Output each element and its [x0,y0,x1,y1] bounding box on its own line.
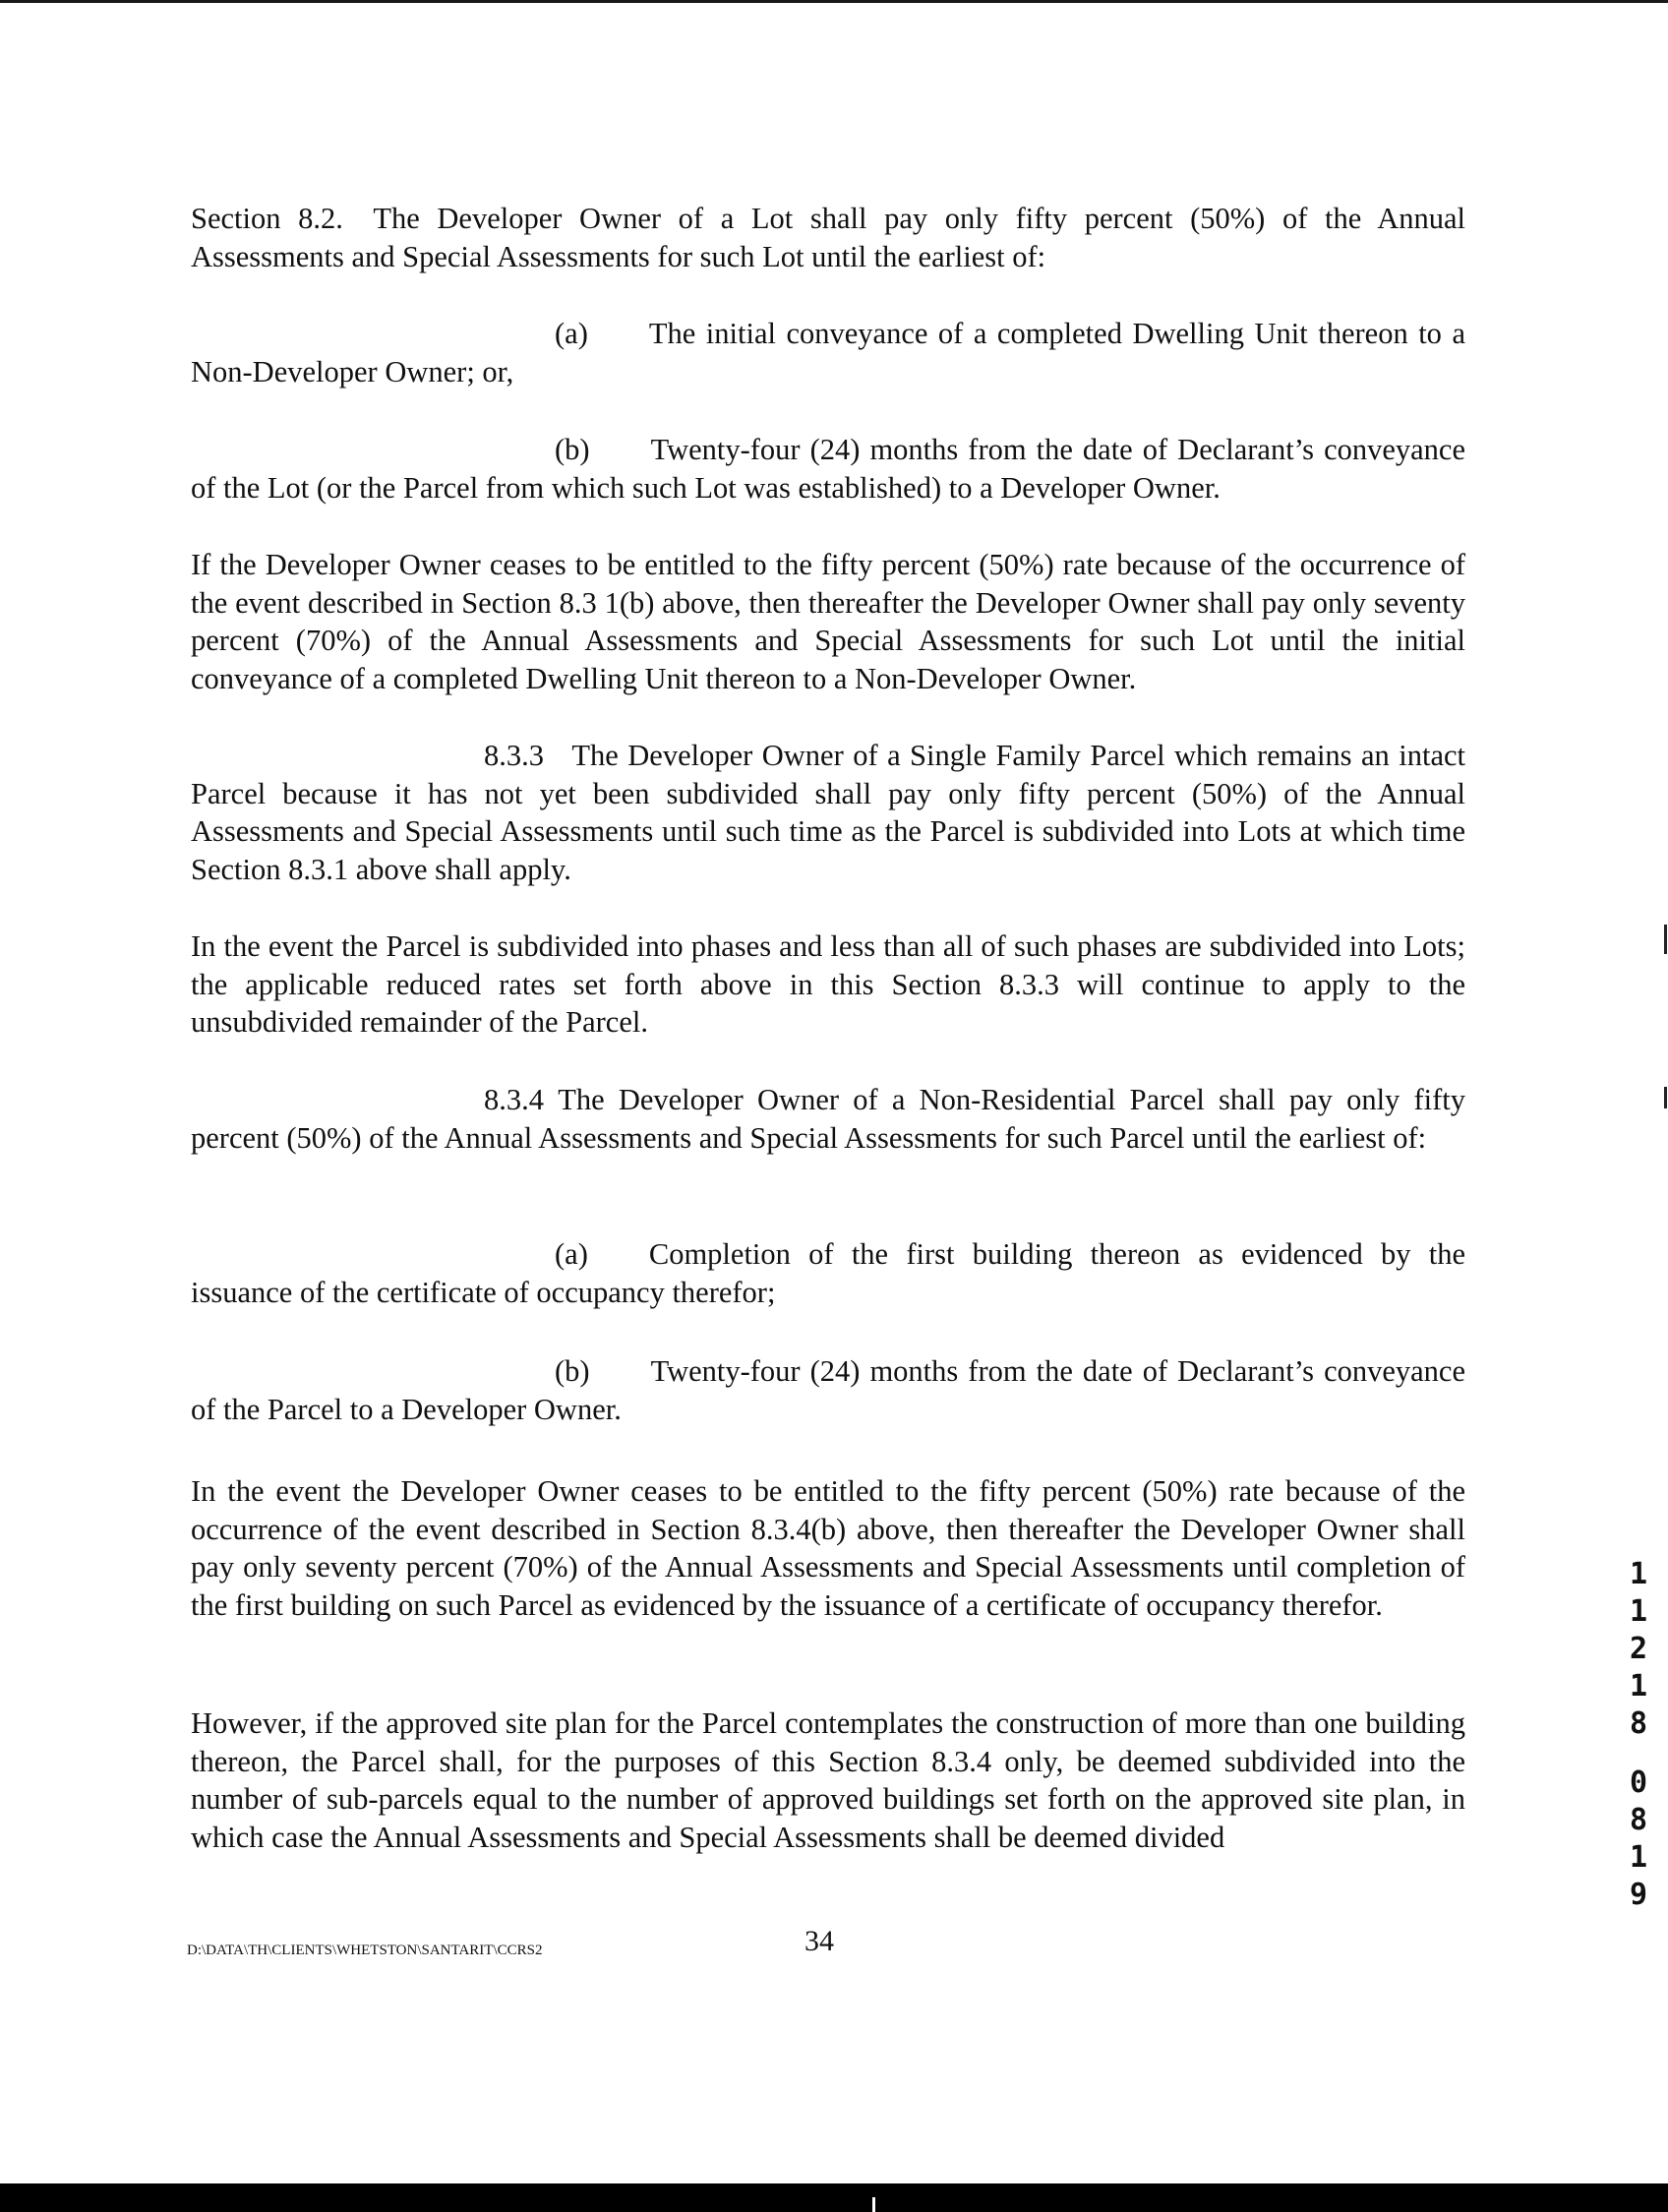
paragraph-site-plan: However, if the approved site plan for the Parcel contemplates the construction of more than one building thereon, the Parcel shall, for the purposes of this Section 8.3.4 only, be deemed subdivided into the number of sub-parcels equal to the number of approved buildings set forth on the approved site plan, in which case the Annual Assessments and Special Assessments shall be deemed divided [191,1706,1465,1854]
paragraph-section-8-2: Section 8.2. The Developer Owner of a Lot shall pay only fifty percent (50%) of the Annual Assessments and Special Assessments for such Lot until the earliest of: [191,202,1465,273]
scan-top-border [0,0,1668,3]
paragraph-rate-change-lot: If the Developer Owner ceases to be entitled to the fifty percent (50%) rate because of the occurrence of the event described in Section 8.3 1(b) above, then thereafter the Developer Owner shall pay only seventy percent (70%) of the Annual Assessments and Special Assessments for such Lot until the initial conveyance of a completed Dwelling Unit thereon to a Non-Developer Owner. [191,548,1465,695]
item-text-b-2: Twenty-four (24) months from the date of Declarant’s conveyance of the Parcel to a Developer Owner. [191,1354,1465,1426]
scan-bottom-tick [872,2197,875,2212]
stamp-digit: 2 [1629,1632,1648,1666]
item-label-b-2: (b) [555,1354,590,1388]
page-number: 34 [804,1925,834,1957]
paragraph-rate-change-parcel: In the event the Developer Owner ceases to be entitled to the fifty percent (50%) rate because of the occurrence of the event described in Section 8.3.4(b) above, then thereafter the Developer Owner shall pay only seventy percent (70%) of the Annual Assessments and Special Assessments until completion of the first building on such Parcel as evidenced by the issuance of a certificate of occupancy therefor. [191,1474,1465,1622]
scan-edge-mark [1664,925,1667,954]
paragraph-section-8-3-3 [191,737,1465,888]
section-text-8-3-4: The Developer Owner of a Non-Residential Parcel shall pay only fifty percent (50%) of the Annual Assessments and Special Assessments for such Parcel until the earliest of: [191,1083,1465,1155]
stamp-digit: 1 [1629,1840,1648,1875]
paragraph-item-b-1 [191,431,1465,507]
paragraph-item-b-2 [191,1352,1465,1428]
item-label-a-2: (a) [555,1237,588,1271]
section-number-8-3-3: 8.3.3 [484,739,544,772]
recording-stamp [1619,1556,1658,1914]
paragraph-phases: In the event the Parcel is subdivided into phases and less than all of such phases are subdivided into Lots; the applicable reduced rates set forth above in this Section 8.3.3 will continue to apply to the unsubdivided remainder of the Parcel. [191,929,1465,1039]
item-text-b-1: Twenty-four (24) months from the date of Declarant’s conveyance of the Lot (or the Parcel from which such Lot was established) to a Developer Owner. [191,433,1465,505]
item-text-a-2: Completion of the first building thereon as evidenced by the issuance of the certificate of occupancy therefor; [191,1237,1465,1309]
paragraph-item-a-2 [191,1235,1465,1311]
stamp-digit: 1 [1629,1594,1648,1629]
paragraph-section-8-3-4 [191,1081,1465,1157]
section-number-8-3-4: 8.3.4 [484,1083,544,1116]
stamp-digit: 8 [1629,1803,1648,1837]
stamp-digit: 1 [1629,1557,1648,1591]
scan-bottom-bar [0,2183,1668,2212]
stamp-digit: 1 [1629,1669,1648,1704]
scan-edge-mark [1664,1087,1667,1108]
section-text-8-3-3: The Developer Owner of a Single Family Parcel which remains an intact Parcel because it has not yet been subdivided shall pay only fifty percent (50%) of the Annual Assessments and Special Assessments until such time as the Parcel is subdivided into Lots at which time Section 8.3.1 above shall apply. [191,739,1466,886]
stamp-digit: 8 [1629,1706,1648,1741]
footer-file-path: D:\DATA\TH\CLIENTS\WHETSTON\SANTARIT\CCRS2 [187,1943,543,1958]
stamp-digit: 9 [1629,1878,1648,1912]
paragraph-item-a-1 [191,315,1465,390]
item-label-a-1: (a) [555,317,588,350]
item-label-b-1: (b) [555,433,590,466]
stamp-digit: 0 [1629,1765,1648,1800]
item-text-a-1: The initial conveyance of a completed Dwelling Unit thereon to a Non-Developer Owner; or, [191,317,1465,389]
